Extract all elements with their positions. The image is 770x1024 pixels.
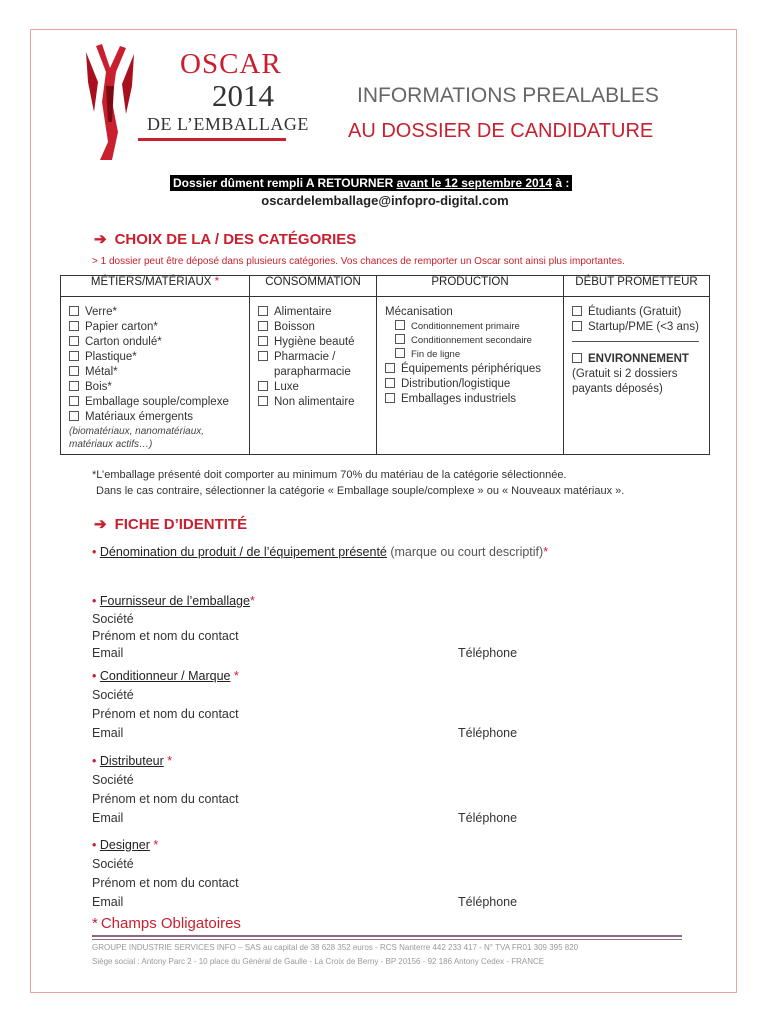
distributeur-telephone[interactable]: Téléphone xyxy=(458,811,518,825)
materiaux-footnote-1: *L’emballage présenté doit comporter au minimum 70% du matériau de la catégorie sélectionnée. xyxy=(92,469,567,481)
col-header-consommation: CONSOMMATION xyxy=(250,276,377,297)
distributeur-title: • Distributeur * xyxy=(92,754,173,768)
col-consommation xyxy=(250,297,377,455)
fournisseur-contact[interactable]: Prénom et nom du contact xyxy=(92,629,239,643)
footer-legal-line2: Siège social : Antony Parc 2 - 10 place du Général de Gaulle - La Croix de Berny - BP 20156 - 92 186 Antony Cedex - FRANCE xyxy=(92,957,545,966)
required-star: * xyxy=(92,915,98,932)
conditionneur-contact[interactable]: Prénom et nom du contact xyxy=(92,707,239,721)
checkbox-icon xyxy=(69,381,79,391)
checkbox-icon xyxy=(385,393,395,403)
checkbox-bois[interactable]: Bois* xyxy=(69,380,249,395)
checkbox-carton-ondule[interactable]: Carton ondulé* xyxy=(69,335,249,350)
checkbox-icon xyxy=(69,306,79,316)
materiaux-italic-note: (biomatériaux, nanomatériaux, matériaux actifs…) xyxy=(69,426,205,450)
footer-legal-line1: GROUPE INDUSTRIE SERVICES INFO – SAS au capital de 38 628 352 euros - RCS Nanterre 442 233 417 - N° TVA FR01 309 395 820 xyxy=(92,943,579,952)
conditionneur-title: • Conditionneur / Marque * xyxy=(92,669,239,683)
checkbox-icon xyxy=(69,366,79,376)
checkbox-icon xyxy=(258,321,268,331)
checkbox-hygiene-beaute[interactable]: Hygiène beauté xyxy=(258,335,376,350)
checkbox-conditionnement-primaire[interactable]: Conditionnement primaire xyxy=(385,320,563,334)
checkbox-non-alimentaire[interactable]: Non alimentaire xyxy=(258,395,376,410)
fournisseur-email[interactable]: Email xyxy=(92,646,124,660)
fournisseur-title: • Fournisseur de l’emballage* xyxy=(92,594,255,608)
checkbox-icon xyxy=(572,321,582,331)
page-title-line1: INFORMATIONS PREALABLES xyxy=(357,84,659,107)
col-debut-prometteur xyxy=(564,297,710,455)
checkbox-startup[interactable]: Startup/PME (<3 ans) xyxy=(572,320,709,335)
conditionneur-telephone[interactable]: Téléphone xyxy=(458,726,518,740)
checkbox-icon xyxy=(395,334,405,344)
checkbox-metal[interactable]: Métal* xyxy=(69,365,249,380)
footer-divider-thin xyxy=(92,939,682,940)
page-title-line2: AU DOSSIER DE CANDIDATURE xyxy=(348,120,654,142)
conditionneur-email[interactable]: Email xyxy=(92,726,124,740)
section-identite-title: FICHE D’IDENTITÉ xyxy=(114,516,248,533)
col-production xyxy=(377,297,564,455)
checkbox-emballage-souple[interactable]: Emballage souple/complexe xyxy=(69,395,249,410)
checkbox-emballages-industriels[interactable]: Emballages industriels xyxy=(385,392,563,407)
return-notice-prefix: Dossier dûment rempli A RETOURNER xyxy=(173,176,397,190)
checkbox-icon xyxy=(385,363,395,373)
checkbox-luxe[interactable]: Luxe xyxy=(258,380,376,395)
mecanisation-label: Mécanisation xyxy=(385,306,453,318)
required-fields-note: * Champs Obligatoires xyxy=(92,915,241,932)
designer-contact[interactable]: Prénom et nom du contact xyxy=(92,876,239,890)
checkbox-fin-de-ligne[interactable]: Fin de ligne xyxy=(385,348,563,362)
contact-email[interactable]: oscardelemballage@infopro-digital.com xyxy=(261,193,509,208)
arrow-right-icon: ➔ xyxy=(94,231,107,248)
distributeur-societe[interactable]: Société xyxy=(92,773,134,787)
distributeur-contact[interactable]: Prénom et nom du contact xyxy=(92,792,239,806)
checkbox-icon xyxy=(69,351,79,361)
checkbox-plastique[interactable]: Plastique* xyxy=(69,350,249,365)
checkbox-papier-carton[interactable]: Papier carton* xyxy=(69,320,249,335)
checkbox-icon xyxy=(385,378,395,388)
checkbox-boisson[interactable]: Boisson xyxy=(258,320,376,335)
checkbox-pharmacie[interactable]: Pharmacie / xyxy=(258,350,376,365)
checkbox-equipements-peripheriques[interactable]: Équipements périphériques xyxy=(385,362,563,377)
col-metiers xyxy=(61,297,250,455)
checkbox-distribution-logistique[interactable]: Distribution/logistique xyxy=(385,377,563,392)
checkbox-icon xyxy=(258,336,268,346)
return-deadline: avant le 12 septembre 2014 xyxy=(396,176,553,190)
divider xyxy=(572,341,699,342)
designer-title: • Designer * xyxy=(92,838,159,852)
checkbox-materiaux-emergents[interactable]: Matériaux émergents xyxy=(69,410,249,425)
checkbox-icon xyxy=(69,336,79,346)
checkbox-alimentaire[interactable]: Alimentaire xyxy=(258,305,376,320)
checkbox-icon xyxy=(69,321,79,331)
fournisseur-societe[interactable]: Société xyxy=(92,612,134,626)
checkbox-conditionnement-secondaire[interactable]: Conditionnement secondaire xyxy=(385,334,563,348)
designer-societe[interactable]: Société xyxy=(92,857,134,871)
conditionneur-societe[interactable]: Société xyxy=(92,688,134,702)
categories-note: > 1 dossier peut être déposé dans plusieurs catégories. Vos chances de remporter un Oscar sont ainsi plus importantes. xyxy=(92,256,625,267)
checkbox-icon xyxy=(258,381,268,391)
materiaux-footnote-2: Dans le cas contraire, sélectionner la catégorie « Emballage souple/complexe » ou « Nouveaux matériaux ». xyxy=(96,485,625,497)
designer-telephone[interactable]: Téléphone xyxy=(458,895,518,909)
return-notice-suffix: à : xyxy=(552,176,570,190)
section-categories-heading xyxy=(94,230,356,248)
categories-table xyxy=(60,275,710,455)
checkbox-icon xyxy=(258,351,268,361)
col-header-metiers: MÉTIERS/MATÉRIAUX * xyxy=(61,276,250,297)
col-header-production: PRODUCTION xyxy=(377,276,564,297)
designer-email[interactable]: Email xyxy=(92,895,124,909)
section-identite-heading xyxy=(94,515,247,533)
checkbox-icon xyxy=(395,348,405,358)
checkbox-icon xyxy=(69,411,79,421)
checkbox-icon xyxy=(572,353,582,363)
checkbox-icon xyxy=(395,320,405,330)
oscar-logo-figure xyxy=(82,42,138,162)
checkbox-icon xyxy=(258,396,268,406)
environnement-note: (Gratuit si 2 dossiers payants déposés) xyxy=(572,368,678,395)
footer-divider xyxy=(92,935,682,937)
checkbox-icon xyxy=(572,306,582,316)
return-notice xyxy=(170,175,572,191)
logo-oscar-text: OSCAR xyxy=(180,48,282,80)
denomination-field[interactable]: • Dénomination du produit / de l’équipement présenté (marque ou court descriptif)* xyxy=(92,545,549,559)
logo-year: 2014 xyxy=(212,78,274,113)
pharmacie-continuation: parapharmacie xyxy=(274,366,351,378)
col-header-debut: DÉBUT PROMETTEUR xyxy=(564,276,710,297)
checkbox-icon xyxy=(69,396,79,406)
fournisseur-telephone[interactable]: Téléphone xyxy=(458,646,518,660)
checkbox-etudiants[interactable]: Étudiants (Gratuit) xyxy=(572,305,709,320)
checkbox-icon xyxy=(258,306,268,316)
distributeur-email[interactable]: Email xyxy=(92,811,124,825)
logo-subtitle: DE L’EMBALLAGE xyxy=(147,114,309,134)
logo-underline xyxy=(138,138,286,141)
arrow-right-icon: ➔ xyxy=(94,516,107,533)
checkbox-environnement[interactable]: ENVIRONNEMENT xyxy=(572,352,709,367)
section-categories-title: CHOIX DE LA / DES CATÉGORIES xyxy=(114,231,357,248)
checkbox-verre[interactable]: Verre* xyxy=(69,305,249,320)
